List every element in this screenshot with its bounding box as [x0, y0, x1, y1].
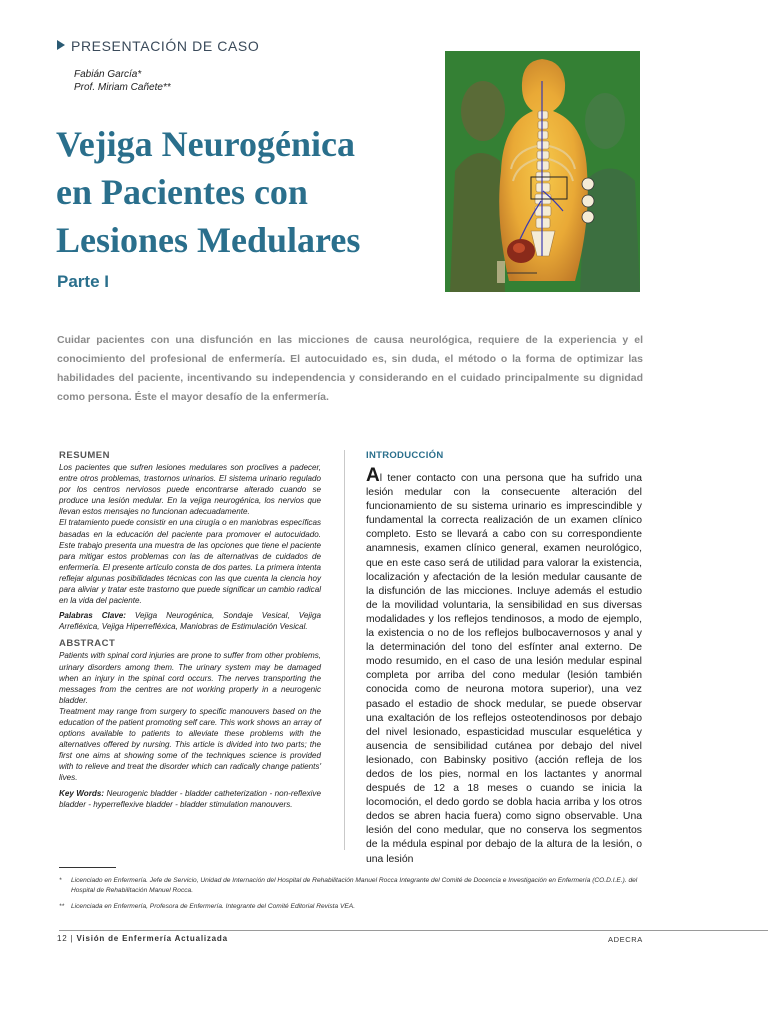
- resumen-paragraph-1: Los pacientes que sufren lesiones medulares son proclives a padecer, entre otros problemas, trastornos urinarios. El sistema urinario regulado por los centros nerviosos puede encontrarse alterado cuando se produce una lesión medular. En la vejiga neurogénica, los nervios que llevan estos mensajes no funcionan adecuadamente.: [59, 463, 321, 517]
- footnote-1-text: Licenciado en Enfermería. Jefe de Servicio, Unidad de Internación del Hospital de Rehabilitación Manuel Rocca Integrante del Comité de Docencia e Investigación en Enfermería (CO.D.I.E.). del Hospital de Rehabilitación Manuel Rocca.: [71, 877, 638, 894]
- footnotes: [59, 876, 643, 918]
- title-line-2: en Pacientes con: [56, 172, 308, 212]
- abstract-keywords-text: Neurogenic bladder - bladder catheterization - non-reflexive bladder - hyperreflexive bladder - bladder stimulation manouvers.: [59, 788, 321, 809]
- title-line-3: Lesiones Medulares: [56, 220, 361, 260]
- authors: [74, 68, 171, 94]
- article-part: Parte I: [57, 272, 109, 291]
- drop-cap: A: [366, 465, 380, 486]
- illustration-graphic: [445, 51, 640, 292]
- author-1: Fabián García*: [74, 69, 142, 80]
- footer-separator: |: [67, 934, 77, 943]
- author-2: Prof. Miriam Cañete**: [74, 82, 171, 93]
- footnote-2: [59, 902, 643, 912]
- resumen-heading: RESUMEN: [59, 450, 111, 461]
- footnote-2-mark: **: [59, 903, 65, 910]
- triangle-bullet-icon: [57, 40, 65, 50]
- footnote-2-text: Licenciada en Enfermería, Profesora de Enfermería. Integrante del Comité Editorial Revista VEA.: [71, 903, 356, 910]
- intro-blurb: Cuidar pacientes con una disfunción en las micciones de causa neurológica, requiere de la experiencia y el conocimiento del profesional de enfermería. El autocuidado es, sin duda, el método o la forma de optimizar las habilidades del paciente, incentivando su independencia y considerando en el cuidado principalmente su dignidad como persona. Éste el mayor desafío de la enfermería.: [57, 334, 643, 403]
- section-label: [57, 38, 259, 54]
- abstract-keywords-label: Key Words:: [59, 788, 105, 798]
- footnote-1: [59, 876, 643, 896]
- publisher-name: ADECRA: [608, 935, 643, 944]
- journal-name: Visión de Enfermería Actualizada: [76, 934, 228, 943]
- resumen-keywords: [59, 610, 321, 632]
- introduccion-body: [366, 465, 642, 867]
- resumen-paragraph-2: El tratamiento puede consistir en una cirugía o en maniobras específicas basadas en la educación del paciente para promover el autocuidado. Este trabajo presenta una muestra de las opciones que tiene el paciente para mitigar estos problemas con las de alternativas de cuidados de enfermería. El presente artículo consta de dos partes. La primera intenta reflejar algunas posibilidades técnicas con las que cuenta la ciencia hoy para aliviar y tratar este trastorno que puede significar un cambio radical en la vida del paciente.: [59, 518, 321, 606]
- introduction-column: [366, 450, 642, 867]
- footer-rule: [59, 930, 768, 931]
- spine-anatomy-illustration: [445, 51, 640, 292]
- section-label-text: PRESENTACIÓN DE CASO: [71, 38, 260, 54]
- introduccion-text: l tener contacto con una persona que ha sufrido una lesión medular con la consecuente alteración del funcionamiento de su sistema urinario es imprescindible y fundamental la correcta realización de un examen clínico completo. Esto se llevará a cabo con su correspondiente anamnesis, examen clínico general, examen neurológico, que en este caso será de utilidad para valorar la existencia, localización y afectación de la lesión medular causante de la disfunción de las micciones. Incluye además el estudio de la movilidad voluntaria, la sensibilidad en sus diversas modalidades y los reflejos tendinosos, a modo de ejemplo, la existencia o no de los reflejos bulbocavernosos y anal y la determinación del tono del esfínter anal externo. De modo resumido, en el caso de una lesión medular espinal completa por arriba del cono medular (lesión también conocida como de neurona motora superior), una vez pasado el estadio de shock medular, se puede observar una exaltación de los reflejos osteotendinosos por debajo del nivel lesionado, espasticidad muscular esquelética y ausencia de sensibilidad cutánea por debajo del nivel lesionado, con Babinsky positivo (acción refleja de los dedos de los pies, normal en los lactantes y anormal después de 12 a 18 meses o cuando se inicia la locomoción, el dedo gordo se dobla hacia arriba y los otros dedos se abren hacia fuera) como signo observable. Una lesión del cono medular, que no conserva los segmentos de la médula espinal por debajo de la altura de la lesión, o una lesión: [366, 473, 642, 865]
- footnote-1-mark: *: [59, 877, 62, 884]
- abstract-paragraph-1: Patients with spinal cord injuries are prone to suffer from other problems, urinary disorders among them. The urinary system may be damaged when an injury in the spinal cord occurs. The nerves transporting the messages from the centres are not working properly in a neurogenic bladder.: [59, 651, 321, 705]
- abstract-keywords: [59, 788, 321, 810]
- page-footer: [57, 934, 228, 943]
- introduccion-heading: INTRODUCCIÓN: [366, 450, 444, 461]
- page-number: 12: [57, 934, 68, 943]
- abstract-paragraph-2: Treatment may range from surgery to specific manouvers based on the education of the patient promoting self care. This work shows an array of options available to patients to alleviate these problems with the alternatives offered by nursing. This article is divided into two parts; the first one aims at showing some of the techniques science is provided with to relieve and treat the disorder which can radically change patients' lives.: [59, 706, 321, 783]
- column-divider: [344, 450, 345, 850]
- summary-column: [59, 450, 321, 810]
- footnote-rule: [59, 867, 116, 868]
- resumen-keywords-label: Palabras Clave:: [59, 611, 126, 621]
- abstract-heading: ABSTRACT: [59, 638, 116, 650]
- resumen-keywords-text: Vejiga Neurogénica, Sondaje Vesical, Vejiga Arrefléxica, Vejiga Hiperrefléxica, Maniobras de Estimulación Vesical.: [59, 611, 321, 632]
- title-line-1: Vejiga Neurogénica: [56, 124, 355, 164]
- article-title: [56, 120, 426, 264]
